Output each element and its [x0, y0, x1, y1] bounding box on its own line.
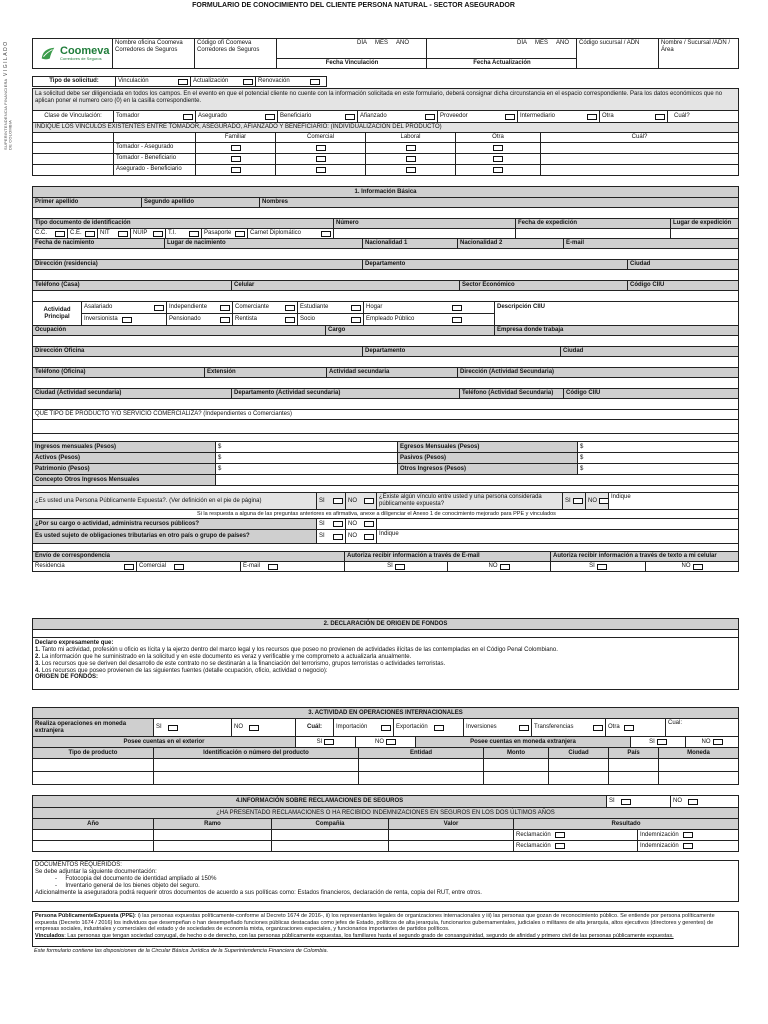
sms-si-checkbox[interactable]: [597, 564, 607, 570]
email-no-checkbox[interactable]: [500, 564, 510, 570]
vinculo-row: Tomador - Asegurado: [33, 142, 738, 153]
vinculo-row: Tomador - Beneficiario: [33, 153, 738, 164]
envio-residencia-checkbox[interactable]: [124, 564, 134, 570]
telefono-input-row[interactable]: [33, 290, 738, 301]
socio-checkbox[interactable]: [351, 317, 361, 323]
cual-field[interactable]: [540, 165, 738, 175]
fecha-exp-input[interactable]: [515, 229, 670, 238]
reclamacion-checkbox[interactable]: [555, 832, 565, 838]
table-row[interactable]: [33, 758, 738, 771]
activos-input[interactable]: $: [215, 453, 397, 463]
form-title: FORMULARIO DE CONOCIMIENTO DEL CLIENTE PERSONA NATURAL - SECTOR ASEGURADOR: [192, 2, 515, 9]
circular-note: Este formulario contiene las disposiciones de la Circular Básica Jurídica de la Superintendencia Financiera de Colombia.: [34, 948, 329, 954]
exportacion-checkbox[interactable]: [434, 725, 444, 731]
indemnizacion-checkbox[interactable]: [683, 843, 693, 849]
transferencias-checkbox[interactable]: [593, 725, 603, 731]
comercial-checkbox[interactable]: [316, 167, 326, 173]
independiente-checkbox[interactable]: [220, 305, 230, 311]
email-si-checkbox[interactable]: [395, 564, 405, 570]
producto-input[interactable]: [33, 419, 738, 433]
solicitud-renovacion: Renovación: [255, 77, 326, 86]
oficina-input-row[interactable]: [33, 356, 738, 367]
table-row[interactable]: [33, 771, 738, 784]
tributario-indique[interactable]: Indique: [376, 530, 738, 543]
numero-input[interactable]: [333, 229, 515, 238]
coomeva-logo: Coomeva Corredores de Seguros: [33, 39, 113, 68]
recursos-no-checkbox[interactable]: [364, 521, 374, 527]
origen-fondos-field: ORIGEN DE FONDOS:: [35, 674, 99, 681]
section-3-title: 3. ACTIVIDAD EN OPERACIONES INTERNACIONALES: [33, 708, 738, 718]
secundaria-input-row[interactable]: [33, 398, 738, 409]
ingresos-input[interactable]: $: [215, 442, 397, 452]
vinculo-indique[interactable]: Indique: [608, 493, 738, 509]
pasaporte-checkbox[interactable]: [235, 231, 245, 237]
ppe-no-checkbox[interactable]: [364, 498, 374, 504]
header-block: [32, 38, 739, 69]
section-1-informacion-basica: 1. Información Básica Primer apellido Segundo apellido Nombres Tipo documento de identificación Número Fecha de expedición Lugar de expedición C.C. C.E. NIT NUIP T.I. Pasaporte Carnet Diplomático Fecha de nacimiento Lugar de nacimiento Nacionalidad 1 Nacionalidad 2 E-mail Dirección (residencia) Departamento Ciudad Teléfono (Casa) Celular Sector Económico Código CIIU Actividad Principal Asalariado Independiente Comerciante Estudiante Hogar Inversionista Pensionado Rentista Socio Empleado Público Descripción CIIU Ocupación Cargo Empresa donde trabaja Dirección Oficina Departamento Ciudad Teléfono (Oficina) Extensión Actividad secundaria Dirección (Actividad Secundaria) Ciudad (Actividad secundaria) Departamento (Actividad secundaria) Teléfono (Actividad Secundaria) Código CIIU QUÉ TIPO DE PRODUCTO Y/O SERVICIO COMERCIALIZA? (Independientes o Comerciantes) Ingresos mensuales (Pesos) $ Egresos Mensuales (Pesos) $ Activos (Pesos) $ Pasivos (Pesos) $ Patrimonio (Pesos) $ Otros Ingresos (Pesos) $ Concepto Otros Ingresos Mensuales ¿Es usted una Persona Públicamente Expuesta?. (Ver definición en el pie de página) SI NO ¿Existe algún vínculo entre usted y una persona considerada públicamente expuesta? SI NO Indique Si la respuesta a alguna de las preguntas anteriores es afirmativa, anexe a diligenciar el Anexo 1 de conocimiento mejorado para PPE y vinculados ¿Por su cargo o actividad, administra recursos públicos? SI NO Es usted sujeto de obligaciones tributarias en otro país o grupo de países? SI NO Indique Envío de correspondencia Autoriza recibir información a través de E-mail Autoriza recibir información a través de texto a mi celular Residencia Comercial E-mail SI NO SI NO: [32, 186, 739, 572]
nombre-sucursal: Nombre / Sucursal /ADN / Área: [661, 40, 731, 53]
ppe-si-checkbox[interactable]: [333, 498, 343, 504]
actualizacion-checkbox[interactable]: [243, 79, 253, 85]
direccion-input-row[interactable]: [33, 269, 738, 280]
laboral-checkbox[interactable]: [406, 156, 416, 162]
nacimiento-input-row[interactable]: [33, 248, 738, 259]
hogar-checkbox[interactable]: [452, 305, 462, 311]
familiar-checkbox[interactable]: [231, 145, 241, 151]
sms-no-checkbox[interactable]: [693, 564, 703, 570]
section-2-origen-fondos: 2. DECLARACIÓN DE ORIGEN DE FONDOS Declaro expresamente que: 1. Tanto mi actividad, profesión u oficio es lícita y la ejerzo dentro del marco legal y los recursos que poseo no provienen de actividades ilícitas de las contempladas en el Código Penal Colombiano. 2. La información que he suministrado en la solicitud y en este documento es veraz y verificable y me comprometo a actualizarla anualmente. 3. Los recursos que se deriven del desarrollo de este contrato no se destinarán a la financiación del terrorismo, grupos terroristas o actividades terroristas. 4. Los recursos que poseo provienen de las siguientes fuentes (detalle ocupación, oficio, actividad o negocio): ORIGEN DE FONDOS:: [32, 618, 739, 690]
fecha-vinculacion: DÍA MES AÑO Fecha Vinculación: [277, 39, 427, 68]
clase-cual-field[interactable]: Cuál?: [667, 111, 738, 122]
section-1-title: 1. Información Básica: [33, 187, 738, 197]
cod-sucursal: Código sucursal / ADN: [577, 39, 659, 68]
oficina-tel-input-row[interactable]: [33, 377, 738, 388]
pensionado-checkbox[interactable]: [220, 317, 230, 323]
footer-definitions: Persona PúblicamenteExpuesta (PPE): i) las personas expuestas políticamente-conforme al Decreto 1674 de 2016-, ii) los representantes legales de organizaciones internacionales y iii) las personas que gozan de reconocimiento público. Se entiende por persona políticamente expuesta (Decreto 1674 / 2016) los individuos que desempeñan o han desempeñado funciones públicas destacadas como jefes de Estado, políticos de alta jerarquía, funcionarios gubernamentales, judiciales o militares de alta jerarquía, altos ejecutivos (directores y gerentes) de empresas sociales, industriales y comerciales del estado y de sociedades de economía mixta, organizaciones especiales, y funcionarios importantes de partidos políticos. Vinculados: Las personas que tengan sociedad conyugal, de hecho o de derecho, con las personas públicamente expuestas, los familiares hasta el segundo grado de consanguinidad, segundo de afinidad y primero civil de las personas públicamente expuestas.: [32, 911, 739, 947]
clase-tomador-checkbox[interactable]: [183, 114, 193, 120]
vinculo-no-checkbox[interactable]: [599, 498, 608, 504]
egresos-input[interactable]: $: [577, 442, 738, 452]
clase-beneficiario-checkbox[interactable]: [345, 114, 355, 120]
importacion-checkbox[interactable]: [381, 725, 391, 731]
fecha-actualizacion: DÍA MES AÑO Fecha Actualización: [427, 39, 577, 68]
estudiante-checkbox[interactable]: [351, 305, 361, 311]
nit-checkbox[interactable]: [118, 231, 128, 237]
solicitud-vinculacion: Vinculación: [115, 77, 190, 86]
laboral-checkbox[interactable]: [406, 167, 416, 173]
envio-comercial-checkbox[interactable]: [174, 564, 184, 570]
pasivos-input[interactable]: $: [577, 453, 738, 463]
familiar-checkbox[interactable]: [231, 156, 241, 162]
cuentas-ext-no-checkbox[interactable]: [386, 739, 396, 745]
ce-checkbox[interactable]: [85, 231, 95, 237]
otra-checkbox[interactable]: [493, 167, 503, 173]
asalariado-checkbox[interactable]: [154, 305, 164, 311]
lugar-exp-input[interactable]: [670, 229, 738, 238]
concepto-input[interactable]: [215, 475, 738, 485]
recursos-si-checkbox[interactable]: [333, 521, 343, 527]
clase-intermediario-checkbox[interactable]: [587, 114, 597, 120]
section-4-reclamaciones: 4.INFORMACIÓN SOBRE RECLAMACIONES DE SEGUROS SI NO ¿HA PRESENTADO RECLAMACIONES O HA RECIBIDO INDEMNIZACIONES EN SEGUROS EN LOS DOS ÚLTIMOS AÑOS Año Ramo Compañía Valor Resultado Reclamación Indemnización Reclamación Indemnización: [32, 795, 739, 852]
clase-otra-checkbox[interactable]: [655, 114, 665, 120]
vinculacion-block: La solicitud debe ser diligenciada en todos los campos. En el evento en que el potencial cliente no cuente con la información solicitada en este formulario, deberá consignar dicha circunstancia en el espacio correspondiente. Para los datos económicos que no aplican poner el numero cero (0) en la casilla correspondiente. Clase de Vinculación: Tomador Asegurado Beneficiario Afianzado Proveedor Intermediario Otra Cuál? INDIQUE LOS VÍNCULOS EXISTENTES ENTRE TOMADOR, ASEGURADO, AFIANZADO Y BENEFICIARIO: (INDIVIDUALIZACIÓN DEL PRODUCTO) Familiar Comercial Laboral Otra Cuál? Tomador - Asegurado Tomador - Beneficiario Asegurado - Beneficiario: [32, 88, 739, 176]
cual-field[interactable]: [540, 154, 738, 164]
tributario-si-checkbox[interactable]: [333, 534, 343, 540]
documentos-requeridos: DOCUMENTOS REQUERIDOS: Se debe adjuntar la siguiente documentación: - Fotocopia del documento de identidad ampliado al 150% - Inventario general de los bienes objeto del seguro. Adicionalmente la aseguradora podrá requerir otros documentos de acuerdo a sus políticas como: Estados financieros, declaración de renta, copia del RUT, entre otros.: [32, 860, 739, 902]
inversiones-checkbox[interactable]: [519, 725, 529, 731]
table-row[interactable]: Reclamación Indemnización: [33, 829, 738, 840]
patrimonio-input[interactable]: $: [215, 464, 397, 474]
ops-si-checkbox[interactable]: [168, 725, 178, 731]
otra-checkbox[interactable]: [493, 145, 503, 151]
oficina-label: Nombre oficina Coomeva Corredores de Seguros: [113, 39, 195, 68]
ocupacion-input-row[interactable]: [33, 335, 738, 346]
otra-op-checkbox[interactable]: [624, 725, 634, 731]
comercial-checkbox[interactable]: [316, 156, 326, 162]
cual-field[interactable]: [540, 143, 738, 153]
nuip-checkbox[interactable]: [153, 231, 163, 237]
empleado-publico-checkbox[interactable]: [452, 317, 462, 323]
reclamo-si-checkbox[interactable]: [621, 799, 631, 805]
comerciante-checkbox[interactable]: [285, 305, 295, 311]
comercial-checkbox[interactable]: [316, 145, 326, 151]
inversionista-checkbox[interactable]: [122, 317, 132, 323]
clase-proveedor-checkbox[interactable]: [505, 114, 515, 120]
ops-cual-field[interactable]: Cual:: [665, 719, 738, 736]
tipo-solicitud: Tipo de solicitud: Vinculación Actualización Renovación: [32, 76, 327, 87]
coomeva-leaf-icon: [39, 45, 57, 63]
indemnizacion-checkbox[interactable]: [683, 832, 693, 838]
vigilado-stamp: SUPERINTENDENCIA FINANCIERA DE COLOMBIA VIGILADO: [3, 40, 13, 150]
clase-afianzado-checkbox[interactable]: [425, 114, 435, 120]
cc-checkbox[interactable]: [55, 231, 65, 237]
renovacion-checkbox[interactable]: [310, 79, 320, 85]
rentista-checkbox[interactable]: [285, 317, 295, 323]
otros-ingresos-input[interactable]: $: [577, 464, 738, 474]
section-3-internacional: 3. ACTIVIDAD EN OPERACIONES INTERNACIONALES Realiza operaciones en moneda extranjera SI NO Cuál: Importación Exportación Inversiones Transferencias Otra Cual: Posee cuentas en el exterior SI NO Posee cuentas en moneda extranjera SI NO Tipo de producto Identificación o número del producto Entidad Monto Ciudad País Moneda: [32, 707, 739, 785]
vinculo-row: Asegurado - Beneficiario: [33, 164, 738, 175]
ops-no-checkbox[interactable]: [249, 725, 259, 731]
carnet-checkbox[interactable]: [321, 231, 331, 237]
nombres-input-row[interactable]: [33, 207, 738, 218]
vinculo-si-checkbox[interactable]: [573, 498, 583, 504]
section-2-title: 2. DECLARACIÓN DE ORIGEN DE FONDOS: [33, 619, 738, 629]
tributario-no-checkbox[interactable]: [364, 534, 374, 540]
envio-email-checkbox[interactable]: [268, 564, 278, 570]
otra-checkbox[interactable]: [493, 156, 503, 162]
table-row[interactable]: Reclamación Indemnización: [33, 840, 738, 851]
clase-asegurado-checkbox[interactable]: [265, 114, 275, 120]
laboral-checkbox[interactable]: [406, 145, 416, 151]
cuentas-mon-si-checkbox[interactable]: [657, 739, 667, 745]
cuentas-ext-si-checkbox[interactable]: [324, 739, 334, 745]
reclamo-no-checkbox[interactable]: [688, 799, 698, 805]
cuentas-mon-no-checkbox[interactable]: [713, 739, 723, 745]
familiar-checkbox[interactable]: [231, 167, 241, 173]
reclamacion-checkbox[interactable]: [555, 843, 565, 849]
solicitud-actualizacion: Actualización: [190, 77, 255, 86]
vinculacion-checkbox[interactable]: [178, 79, 188, 85]
codigo-label: Código ofi Coomeva Corredores de Seguros: [195, 39, 277, 68]
instruccion-text: La solicitud debe ser diligenciada en todos los campos. En el evento en que el potencial cliente no cuente con la información solicitada en este formulario, deberá consignar dicha circunstancia en el espacio correspondiente. Para los datos económicos que no aplican poner el numero cero (0) en la casilla correspondiente.: [33, 89, 738, 110]
ti-checkbox[interactable]: [189, 231, 199, 237]
